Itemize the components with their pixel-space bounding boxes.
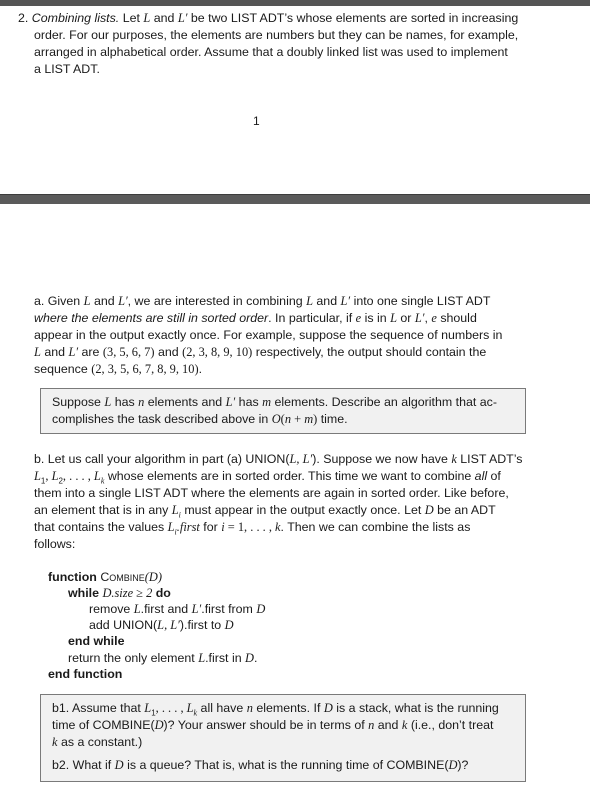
part-a-line-4: L and L′ are (3, 5, 6, 7) and (2, 3, 8, 9, 10) respectively, the output should contain the xyxy=(34,345,487,359)
part-b-line-3: them into a single LIST ADT where the elements are again in sorted order. Like before, xyxy=(34,486,509,500)
part-a-line-1: a. Given L and L′, we are interested in combining L and L′ into one single LIST ADT xyxy=(34,294,491,308)
part-a-line-3: appear in the output exactly once. For example, suppose the sequence of numbers in xyxy=(34,328,503,342)
problem-line-3: arranged in alphabetical order. Assume that a doubly linked list was used to implement xyxy=(34,45,508,59)
part-b-box-line-3: k as a constant.) xyxy=(52,735,143,749)
part-b-line-4: an element that is in any $L_i$ must appear in the output exactly once. Let D be an ADT xyxy=(34,503,496,520)
algo-step-remove: remove L.first and L′.first from D xyxy=(89,602,266,616)
part-b-box-line-4: b2. What if D is a queue? That is, what is the running time of COMBINE(D)? xyxy=(52,758,469,772)
part-a-box-line-2: complishes the task described above in O(n + m) time. xyxy=(52,412,348,426)
part-a-box-line-1: Suppose L has n elements and L′ has m elements. Describe an algorithm that ac- xyxy=(52,395,497,409)
part-a-line-5: sequence (2, 3, 5, 6, 7, 8, 9, 10). xyxy=(34,362,203,376)
part-b-line-5: that contains the values $L_i.first$ for i = 1, . . . , k. Then we can combine the lists as xyxy=(34,520,471,537)
page-separator xyxy=(0,194,590,204)
part-b-line-6: follows: xyxy=(34,537,76,551)
problem-text-1: Let L and L′ be two LIST ADT’s whose elements are sorted in increasing xyxy=(122,11,519,25)
algo-return-line: return the only element L.first in D. xyxy=(68,651,258,665)
problem-line-1 xyxy=(18,10,518,26)
algo-function-name: Combine xyxy=(100,570,145,584)
algo-while-line: while D.size ≥ 2 do xyxy=(68,586,171,600)
algo-end-while: end while xyxy=(68,634,125,648)
problem-line-2: order. For our purposes, the elements are numbers but they can be names, for example, xyxy=(34,28,519,42)
algo-end-function: end function xyxy=(48,667,123,681)
problem-title: Combining lists. xyxy=(31,11,120,25)
part-b-line-1: b. Let us call your algorithm in part (a) UNION(L, L′). Suppose we now have k LIST ADT’s xyxy=(34,452,523,466)
part-b-box-line-1: b1. Assume that $L_1$, . . . , $L_k$ all have n elements. If D is a stack, what is the running xyxy=(52,701,499,718)
algo-step-add: add UNION(L, L′).first to D xyxy=(89,618,234,632)
part-b-box-line-2: time of COMBINE(D)? Your answer should be in terms of n and k (i.e., don’t treat xyxy=(52,718,494,732)
problem-line-4: a LIST ADT. xyxy=(34,62,100,76)
problem-number: 2. xyxy=(18,11,29,25)
part-b-line-2: $L_1$, $L_2$, . . . , $L_k$ whose elements are in sorted order. This time we want to combine all of xyxy=(34,469,501,486)
page-number: 1 xyxy=(253,114,260,128)
top-page-border xyxy=(0,0,590,6)
part-a-line-2: where the elements are still in sorted order. In particular, if e is in L or L′, e should xyxy=(34,311,477,325)
algo-function-line: function Combine(D) xyxy=(48,570,162,584)
